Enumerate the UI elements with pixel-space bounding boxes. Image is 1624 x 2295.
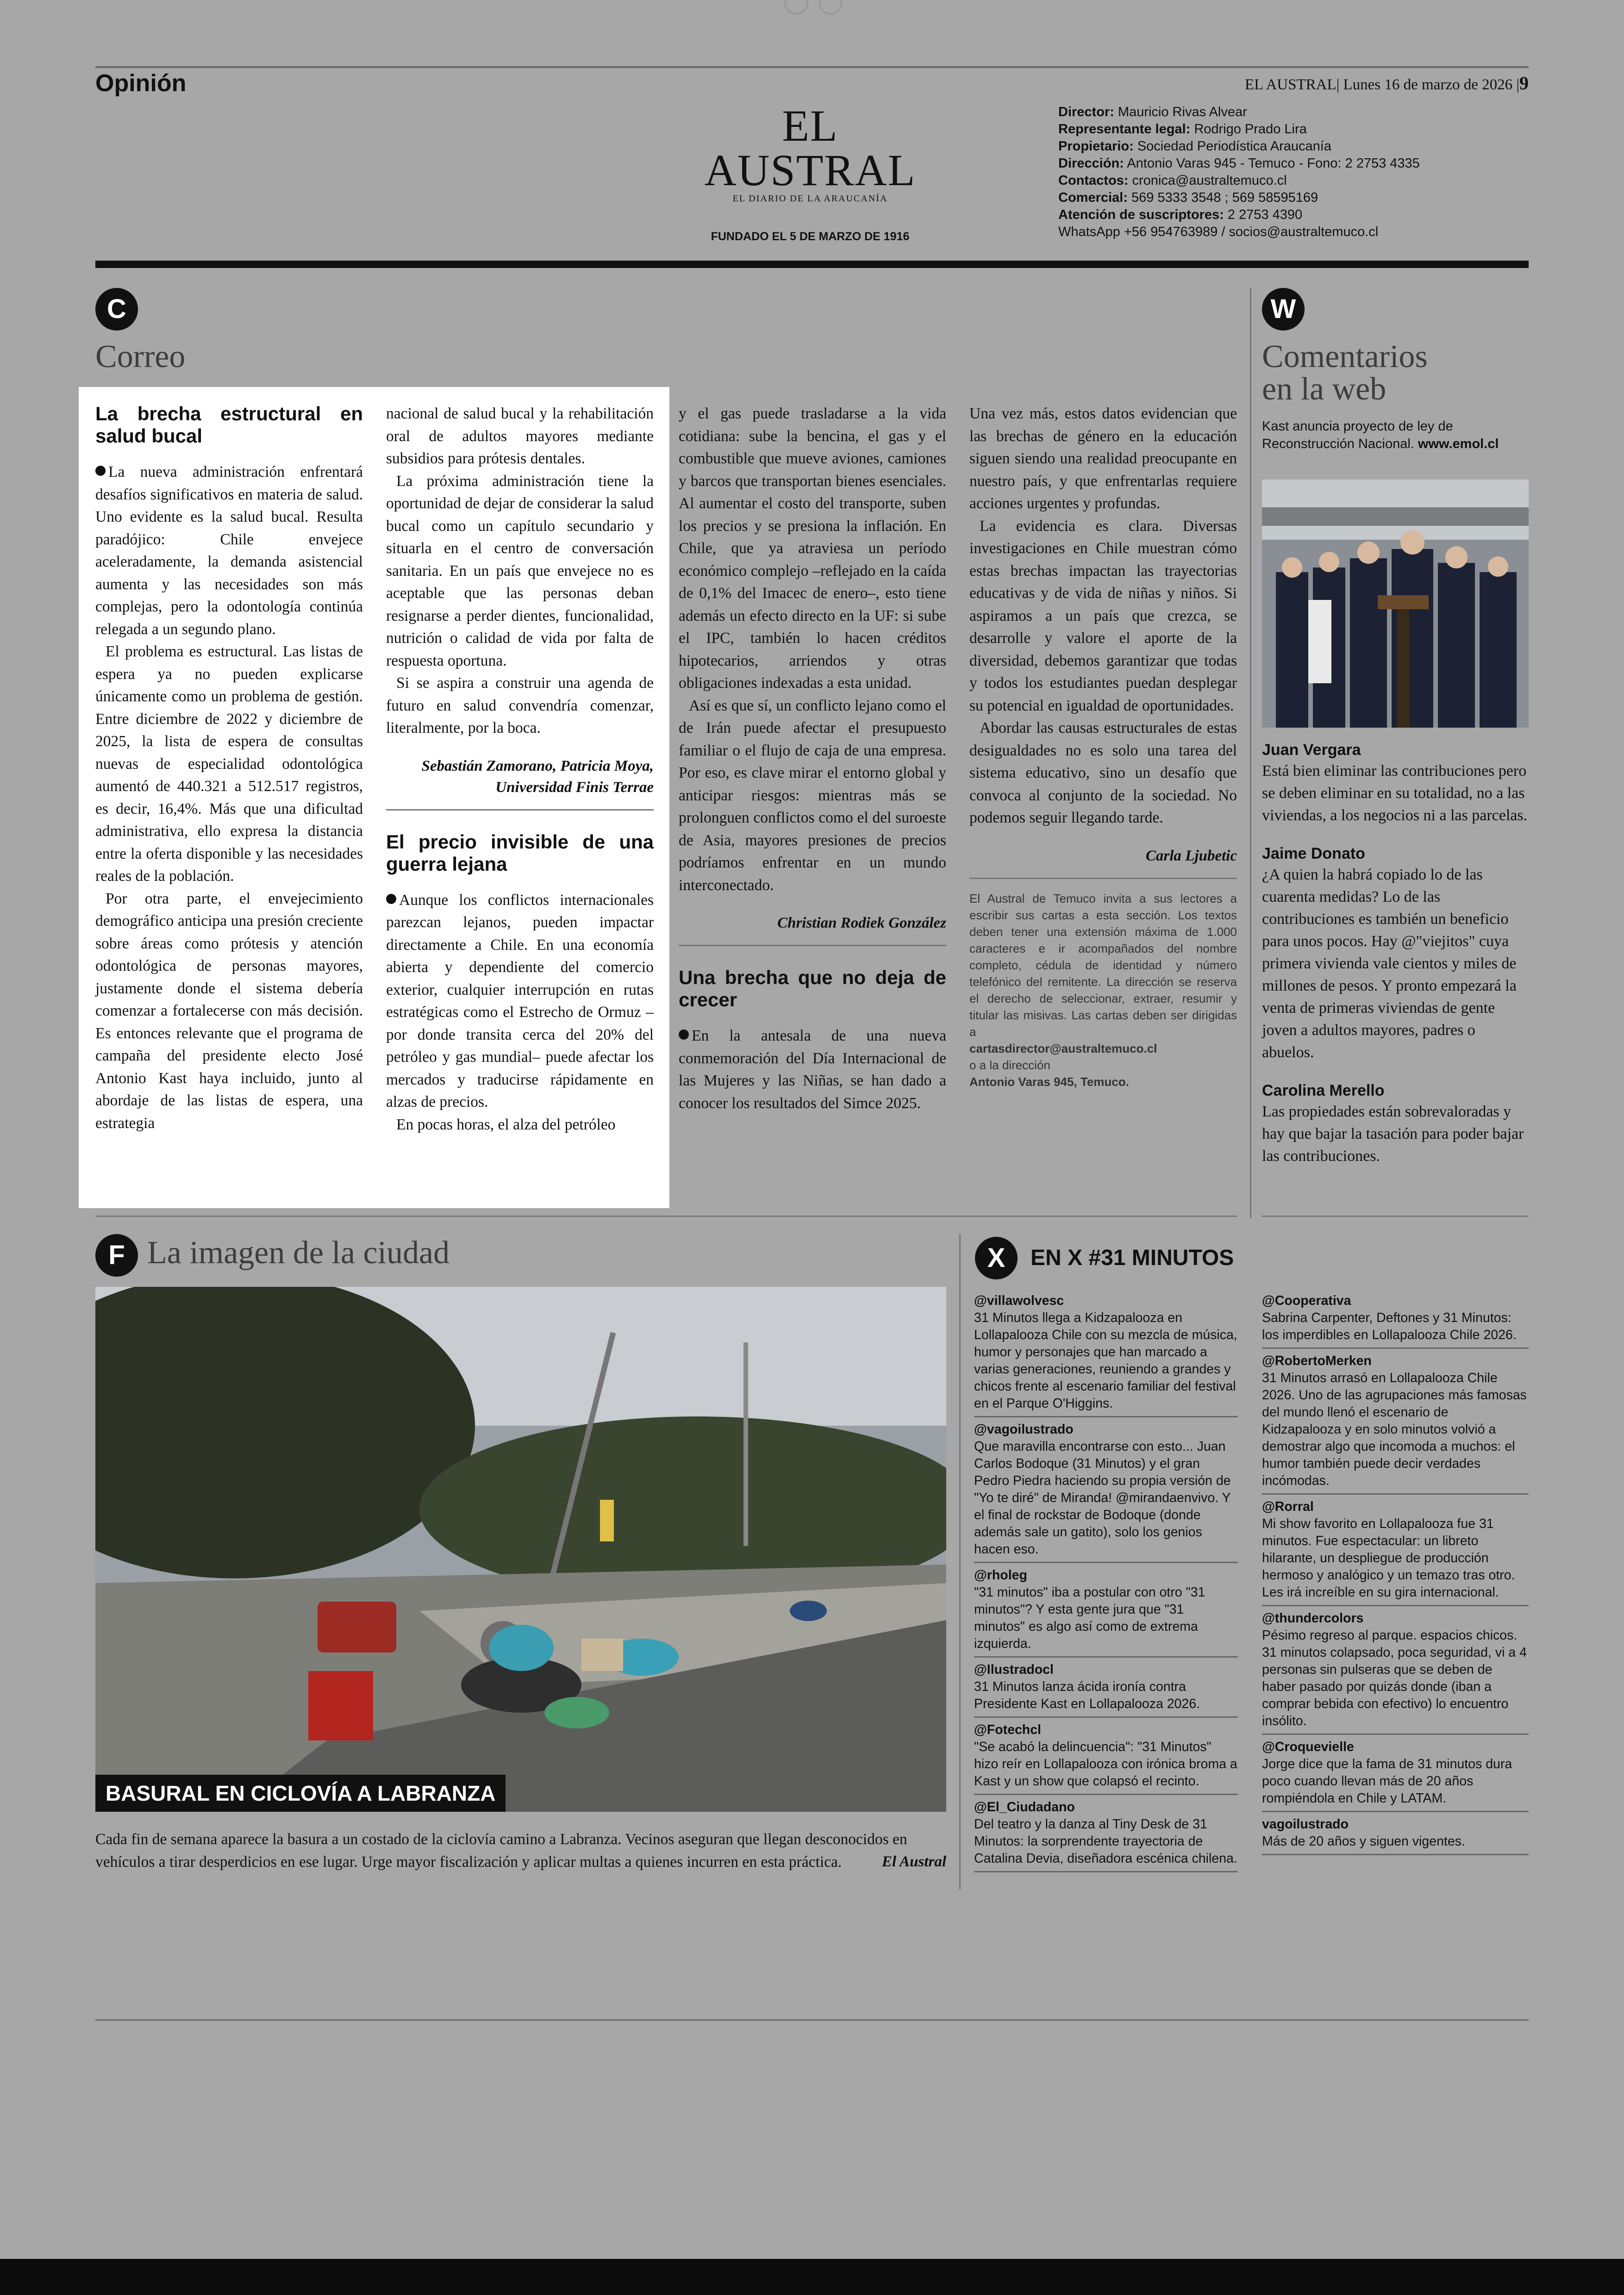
x-post (1262, 1353, 1529, 1495)
x-text: 31 Minutos lanza ácida ironía contra Presidente Kast en Lollapalooza 2026. (974, 1679, 1200, 1711)
comentarios-badge: W (1262, 288, 1305, 331)
viewer-footer-bar (0, 2259, 1624, 2295)
imagen-credit: El Austral (881, 1853, 946, 1870)
enx-col2 (1262, 1292, 1529, 1859)
staff-line: Director: Mauricio Rivas Alvear (1058, 105, 1247, 119)
x-handle[interactable]: @El_Ciudadano (974, 1800, 1075, 1815)
letter3-paragraph: La evidencia es clara. Diversas investigaciones en Chile muestran cómo estas brechas impactan las trayectorias educativas y de vida de niñas y niños. Si aspiramos a un país que crezca, se desarrolle y valore el aporte de la diversidad, debemos garantizar que todas y todos los estudiantes puedan desplegar su potencial en igualdad de oportunidades. (969, 517, 1237, 714)
letter1-paragraph: nacional de salud bucal y la rehabilitación oral de adultos mayores mediante subsidios para prótesis dentales. (386, 405, 654, 467)
staff-line: Comercial: 569 5333 3548 ; 569 58595169 (1058, 190, 1318, 205)
press-conference-image (1262, 480, 1529, 728)
letter1-column (95, 403, 363, 1135)
newspaper-logo: EL AUSTRAL (704, 101, 916, 195)
staff-line: Dirección: Antonio Varas 945 - Temuco - Fono: 2 2753 4335 (1058, 156, 1420, 171)
letter3-paragraph: Una vez más, estos datos evidencian que las brechas de género en la educación siguen siendo una realidad preocupante en nuestro país, y que enfrentarlas requiere acciones urgentes y profundas. (969, 405, 1237, 512)
letter3-paragraph: Abordar las causas estructurales de estas desigualdades no es solo una tarea del sistema educativo, sino un desafío que convoca al conjunto de la sociedad. No podemos seguir llegando tarde. (969, 719, 1237, 826)
mid-rule-left (95, 1216, 1237, 1217)
letter2-paragraph: Aunque los conflictos internacionales parezcan lejanos, pueden impactar directamente a Chile. En una economía abierta y dependiente del comercio exterior, cualquier interrupción en rutas estratégicas como el Estrecho de Ormuz –por donde transita cerca del 20% del petróleo y gas mundial– puede afectar los mercados y traducirse rápidamente en alzas de precios. (386, 891, 654, 1110)
x-text: Del teatro y la danza al Tiny Desk de 31 Minutos: la sorprendente trayectoria de Catalina Devia, diseñadora escénica chilena. (974, 1817, 1237, 1866)
enx-title: EN X #31 MINUTOS (1031, 1246, 1234, 1270)
comentarios-divider (1250, 288, 1251, 1218)
prev-page-icon[interactable] (784, 0, 808, 15)
letter2-paragraph: Así es que sí, un conflicto lejano como el de Irán puede afectar el presupuesto familiar o el flujo de caja de una empresa. Por eso, es clave mirar el entorno global y anticipar riesgos: mientras más se prolonguen conflictos como el del suroeste de Asia, mayores presiones de precios podríamos enfrentar en un mundo interconectado. (679, 697, 946, 894)
notice-address: Antonio Varas 945, Temuco. (969, 1074, 1129, 1089)
staff-line: Propietario: Sociedad Periodística Araucanía (1058, 139, 1331, 154)
bullet-icon (95, 466, 106, 476)
page-number: 9 (1519, 73, 1529, 94)
x-text: 31 Minutos arrasó en Lollapalooza Chile 2026. Uno de las agrupaciones más famosas del mundo llenó el escenario de Kidzapalooza y en solo minutos volvió a demostrar algo que incomoda a muchos: el humor también puede decir verdades incómodas. (1262, 1371, 1527, 1488)
x-post (1262, 1739, 1529, 1812)
bullet-icon (679, 1029, 689, 1040)
masthead (685, 101, 935, 243)
comentarios-list (1262, 740, 1530, 1167)
x-text: Pésimo regreso al parque. espacios chicos. 31 minutos colapsado, poca seguridad, vi a 4 personas sin pulseras que se deben de haber pasado por quizás donde (iban a comprar bebida con efectivo) lo encuentro insólito. (1262, 1628, 1527, 1728)
x-post (1262, 1816, 1529, 1855)
x-post (974, 1661, 1238, 1718)
staff-line: Representante legal: Rodrigo Prado Lira (1058, 122, 1307, 137)
letter1-paragraph: Por otra parte, el envejecimiento demográfico anticipa una presión creciente sobre áreas como prótesis y atención odontológica de personas mayores, justamente donde el sistema debería comenzar a fortalecerse con más decisión. Es entonces relevante que el programa de campaña del presidente electo José Antonio Kast haya incluido, junto al abordaje de las listas de espera, una estrategia (95, 890, 363, 1132)
imagen-text: Cada fin de semana aparece la basura a un costado de la ciclovía camino a Labranza. Vecinos aseguran que llegan desconocidos en vehículos a tirar desperdicios en ese lugar. Urge mayor fiscalización y aplicar multas a quienes incurren en esta práctica. (95, 1831, 907, 1871)
letter2-column-cont (679, 403, 946, 1115)
imagen-text-block (95, 1828, 946, 1872)
founded-text: FUNDADO EL 5 DE MARZO DE 1916 (711, 230, 910, 243)
x-text: Que maravilla encontrarse con esto... Juan Carlos Bodoque (31 Minutos) y el gran Pedro Piedra haciendo su propia versión de "Yo te diré" de Miranda! @mirandaenvivo. Y el final de rockstar de Bodoque (donde además sale un gatito), solo los genios hacen eso. (974, 1439, 1231, 1557)
letters-notice (969, 890, 1237, 1090)
page-date: | Lunes 16 de marzo de 2026 | (1336, 76, 1519, 93)
x-handle[interactable]: @Fotechcl (974, 1722, 1041, 1737)
x-handle[interactable]: @thundercolors (1262, 1611, 1364, 1626)
letter3-signature: Carla Ljubetic (1145, 847, 1237, 864)
comentarios-title (1262, 341, 1428, 405)
header-thick-rule (95, 261, 1529, 268)
x-post (974, 1292, 1238, 1417)
enx-divider (959, 1234, 961, 1890)
letter1-paragraph: El problema es estructural. Las listas de espera ya no pueden explicarse únicamente como un problema de gestión. Entre diciembre de 2022 y diciembre de 2025, la lista de espera de consultas nuevas de especialidad odontológica aumentó de 440.321 a 512.517 registros, es decir, 16,4%. Más que una dificultad administrativa, ello expresa la distancia entre la oferta disponible y las necesidades reales de la población. (95, 643, 363, 885)
x-handle[interactable]: @RobertoMerken (1262, 1353, 1372, 1368)
letter1-paragraph: La nueva administración enfrentará desafíos significativos en materia de salud. Uno evidente es la salud bucal. Resulta paradójico: Chile envejece aceleradamente, la demanda asistencial aumenta y las necesidades son más complejas, pero la odontología continúa relegada a un segundo plano. (95, 463, 363, 638)
enx-col1 (974, 1292, 1238, 1876)
letter1-signature: Sebastián Zamorano, Patricia Moya, Universidad Finis Terrae (421, 757, 654, 796)
x-handle[interactable]: @Cooperativa (1262, 1293, 1351, 1308)
x-handle[interactable]: @Rorral (1262, 1499, 1314, 1514)
x-handle[interactable]: @Ilustradocl (974, 1662, 1054, 1677)
x-handle[interactable]: @rholeg (974, 1568, 1027, 1583)
correo-badge: C (95, 288, 138, 331)
comment-text: Las propiedades están sobrevaloradas y hay que bajar la tasación para poder bajar las contribuciones. (1262, 1103, 1524, 1165)
letter-divider (679, 945, 946, 946)
x-text: Sabrina Carpenter, Deftones y 31 Minutos: los imperdibles en Lollapalooza Chile 2026. (1262, 1310, 1517, 1342)
comentarios-photo (1262, 480, 1529, 728)
staff-box (1058, 104, 1475, 241)
letter-divider (969, 878, 1237, 879)
x-post (974, 1567, 1238, 1658)
comment-author: Carolina Merello (1262, 1082, 1385, 1099)
letter3-headline: Una brecha que no deja de crecer (679, 967, 946, 1010)
comment-author: Juan Vergara (1262, 741, 1361, 759)
letter2-signature: Christian Rodiek González (777, 915, 946, 931)
comentarios-intro: Kast anuncia proyecto de ley de Reconstrucción Nacional. www.emol.cl (1262, 419, 1499, 451)
x-handle[interactable]: @villawolvesc (974, 1293, 1064, 1308)
letter1-paragraph: Si se aspira a construir una agenda de futuro en salud convendría comenzar, literalmente, por la boca. (386, 674, 654, 736)
imagen-title: La imagen de la ciudad (147, 1235, 450, 1271)
staff-line: WhatsApp +56 954763989 / socios@australtemuco.cl (1058, 225, 1379, 239)
letter1-headline: La brecha estructural en salud bucal (95, 403, 363, 447)
x-text: "Se acabó la delincuencia": "31 Minutos" hizo reír en Lollapalooza con irónica broma a Kast y un show que colapsó el recinto. (974, 1740, 1237, 1789)
staff-line: Contactos: cronica@australtemuco.cl (1058, 173, 1287, 188)
comment-author: Jaime Donato (1262, 845, 1365, 862)
x-text: Mi show favorito en Lollapalooza fue 31 minutos. Fue espectacular: un libreto hilarante, un despliegue de producción hermoso y analógico y un temazo tras otro. Les irá increíble en su gira internacional. (1262, 1516, 1515, 1600)
comment-text: ¿A quien la habrá copiado lo de las cuarenta medidas? Lo de las contribuciones es también un beneficio para unos pocos. Hay @"viejitos" cuya primera vivienda vale cientos y miles de millones de pesos. Y pronto empezará la venta de primeras viviendas de gente joven a adultos mayores, padres o abuelos. (1262, 866, 1517, 1061)
newspaper-tagline: EL DIARIO DE LA ARAUCANÍA (732, 193, 888, 204)
next-page-icon[interactable] (818, 0, 843, 15)
x-post (1262, 1292, 1529, 1349)
bottom-rule (95, 2019, 1529, 2021)
x-text: "31 minutos" iba a postular con otro "31 minutos"? Y esta gente jura que "31 minutos" es algo así como de extrema izquierda. (974, 1585, 1206, 1651)
x-handle[interactable]: @vagoilustrado (974, 1422, 1074, 1437)
letter2-paragraph: En pocas horas, el alza del petróleo (396, 1116, 616, 1133)
x-post (974, 1421, 1238, 1563)
x-post (1262, 1610, 1529, 1735)
x-handle[interactable]: vagoilustrado (1262, 1817, 1349, 1832)
photo-caption-bar: BASURAL EN CICLOVÍA A LABRANZA (95, 1775, 506, 1812)
x-text: Jorge dice que la fama de 31 minutos dura poco cuando llevan más de 20 años rompiéndola en Chile y LATAM. (1262, 1757, 1512, 1806)
page-info (1245, 72, 1529, 94)
letter1-paragraph: La próxima administración tiene la oportunidad de dejar de considerar la salud bucal como un capítulo secundario y situarla en el centro de conversación sanitaria. En un país que envejece no es aceptable que las personas deban resignarse a perder dientes, funcionalidad, nutrición o calidad de vida por falta de respuesta oportuna. (386, 472, 654, 669)
x-post (1262, 1498, 1529, 1606)
city-photo (95, 1287, 946, 1812)
x-post (974, 1721, 1238, 1795)
comentarios-title-line: Comentarios (1262, 339, 1428, 374)
letter2-headline: El precio invisible de una guerra lejana (386, 830, 654, 875)
letter1-column-cont (386, 403, 654, 1136)
bullet-icon (386, 894, 396, 904)
correo-title: Correo (95, 339, 186, 374)
letter-divider (386, 809, 654, 811)
mid-rule-right (1262, 1216, 1529, 1217)
staff-line: Atención de suscriptores: 2 2753 4390 (1058, 207, 1303, 222)
comentarios-source[interactable]: www.emol.cl (1418, 437, 1499, 451)
comment-text: Está bien eliminar las contribuciones pero se deben eliminar en su totalidad, no a las viviendas, a los negocios ni a las parcelas. (1262, 762, 1528, 824)
x-post (974, 1799, 1238, 1872)
notice-address-label: o a la dirección (969, 1058, 1050, 1072)
letter3-column-cont (969, 403, 1237, 1090)
imagen-badge: F (95, 1234, 138, 1277)
section-label: Opinión (95, 70, 187, 97)
header-top-rule (95, 66, 1529, 68)
notice-email[interactable]: cartasdirector@australtemuco.cl (969, 1041, 1157, 1055)
notice-text: El Austral de Temuco invita a sus lectores a escribir sus cartas a esta sección. Los textos deben tener una extensión máxima de 1.000 caracteres e ir acompañados del nombre completo, cédula de identidad y número telefónico del remitente. La dirección se reserva el derecho de seleccionar, extraer, resumir y titular las misivas. Las cartas deben ser dirigidas a (969, 891, 1237, 1039)
x-text: 31 Minutos llega a Kidzapalooza en Lollapalooza Chile con su mezcla de música, humor y personajes que han marcado a varias generaciones, reuniendo a grandes y chicos frente al escenario familiar del festival en el Parque O'Higgins. (974, 1310, 1237, 1411)
enx-badge: X (975, 1237, 1018, 1279)
letter2-paragraph: y el gas puede trasladarse a la vida cotidiana: sube la bencina, el gas y el combustible que mueve aviones, camiones y barcos que transportan bienes esenciales. Al aumentar el costo del transporte, suben los precios y se presiona la inflación. En Chile, que ya atraviesa un período económico complejo –reflejado en la caída de 0,1% del Imacec de enero–, esto tiene además un efecto directo en la UF: si sube el IPC, también lo hacen créditos hipotecarios, arriendos y otras obligaciones indexadas a esta unidad. (679, 405, 946, 692)
x-text: Más de 20 años y siguen vigentes. (1262, 1834, 1465, 1849)
x-handle[interactable]: @Croquevielle (1262, 1740, 1354, 1754)
roadside-garbage-image (95, 1287, 946, 1812)
page-paper-name: EL AUSTRAL (1244, 76, 1337, 93)
letter3-paragraph: En la antesala de una nueva conmemoración del Día Internacional de las Mujeres y las Niñas, se han dado a conocer los resultados del Simce 2025. (679, 1027, 946, 1112)
comentarios-title-line: en la web (1262, 371, 1387, 407)
